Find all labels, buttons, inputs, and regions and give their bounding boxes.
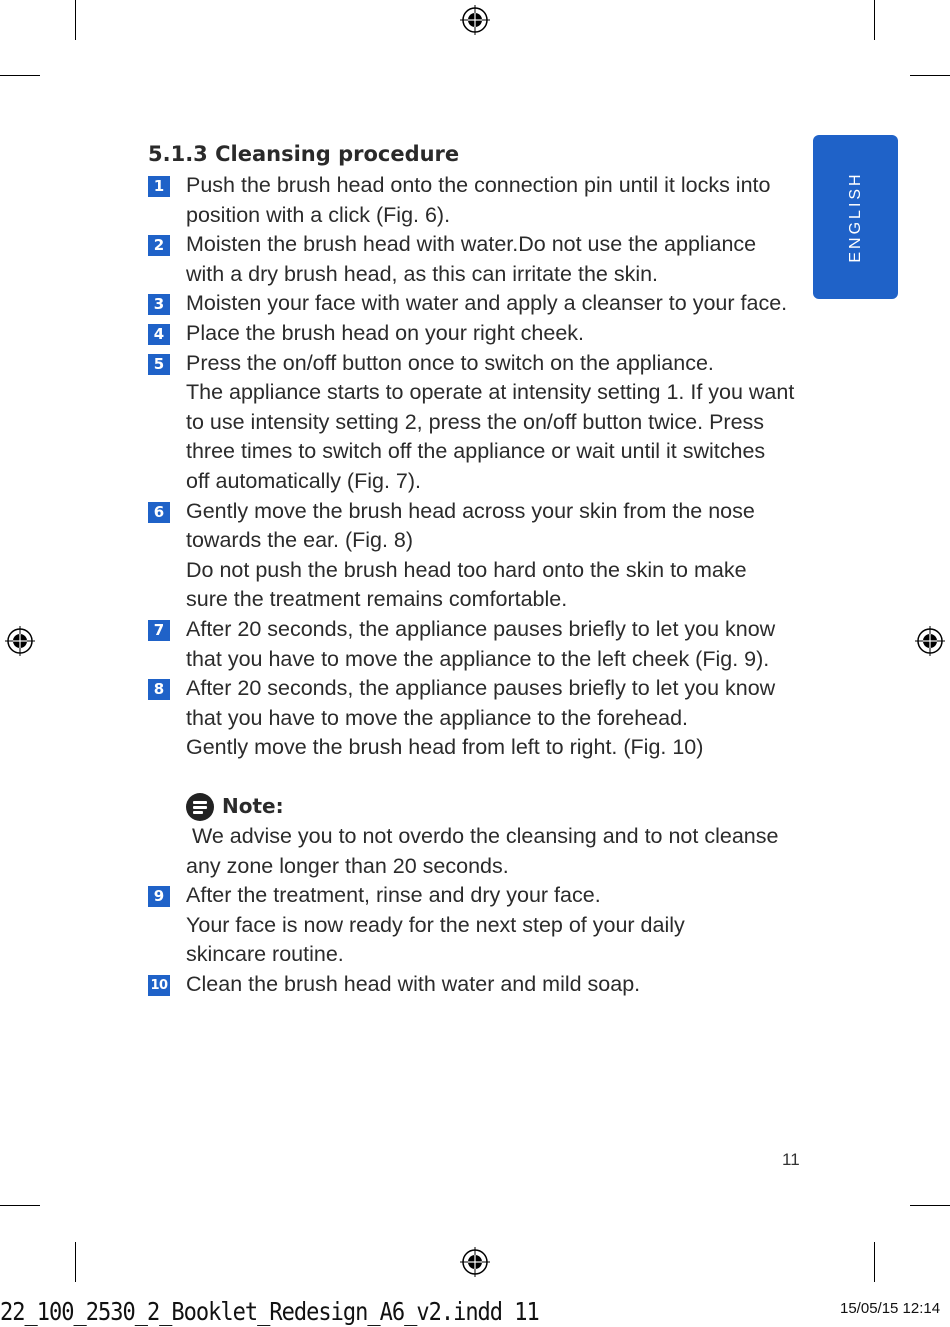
step-text-line: three times to switch off the appliance or wait until it switches [186,439,766,464]
step-item [148,171,808,230]
crop-mark [0,1205,40,1206]
steps-group [148,171,808,763]
note-heading-label: Note: [222,794,284,819]
step-text-line: position with a click (Fig. 6). [186,202,451,227]
registration-mark-icon [915,626,945,656]
step-text-line: After the treatment, rinse and dry your face. [186,883,601,908]
step-text-line: After 20 seconds, the appliance pauses briefly to let you know [186,676,776,701]
step-text-line: Press the on/off button once to switch on the appliance. [186,350,714,375]
note-icon [186,793,214,821]
step-item [148,970,808,1000]
note-line: We advise you to not overdo the cleansing and to not cleanse [186,824,779,849]
procedure-list [148,171,808,1000]
registration-mark-icon [460,5,490,35]
crop-mark [910,1205,950,1206]
step-text-line: off automatically (Fig. 7). [186,468,421,493]
step-text-line: with a dry brush head, as this can irritate the skin. [186,261,659,286]
registration-mark-icon [5,626,35,656]
step-text-line: sure the treatment remains comfortable. [186,587,568,612]
step-number-badge: 1 [148,176,170,197]
crop-mark [0,75,40,76]
step-item [148,674,808,763]
step-number-badge: 5 [148,354,170,375]
step-number-badge: 3 [148,294,170,315]
crop-mark [75,0,76,40]
step-number-badge: 4 [148,324,170,345]
step-item [148,230,808,289]
step-number-badge: 6 [148,502,170,523]
language-tab [813,135,898,299]
step-text-line: towards the ear. (Fig. 8) [186,528,414,553]
file-slug: 22_100_2530_2_Booklet_Redesign_A6_v2.indd 11 [0,1298,539,1327]
step-text-line: Moisten your face with water and apply a cleanser to your face. [186,291,788,316]
step-item [148,497,808,615]
steps-group [148,881,808,999]
step-text-line: Moisten the brush head with water.Do not use the appliance [186,232,757,257]
registration-mark-icon [460,1247,490,1277]
step-item [148,881,808,970]
step-text-line: Gently move the brush head across your skin from the nose [186,498,755,523]
step-number-badge: 9 [148,886,170,907]
step-text-line: Clean the brush head with water and mild soap. [186,972,641,997]
step-text-line: skincare routine. [186,942,344,967]
step-text-line: After 20 seconds, the appliance pauses briefly to let you know [186,616,776,641]
crop-mark [75,1242,76,1282]
step-text-line: to use intensity setting 2, press the on/off button twice. Press [186,409,765,434]
step-number-badge: 8 [148,679,170,700]
note-heading [186,792,808,822]
crop-mark [874,1242,875,1282]
note-block [148,792,808,881]
note-line: any zone longer than 20 seconds. [186,853,509,878]
step-item [148,319,808,349]
step-text-line: that you have to move the appliance to the left cheek (Fig. 9). [186,646,770,671]
section-title: 5.1.3 Cleansing procedure [148,142,460,166]
crop-mark [910,75,950,76]
step-text-line: Push the brush head onto the connection pin until it locks into [186,173,771,197]
step-number-badge: 7 [148,620,170,641]
step-text-line: The appliance starts to operate at intensity setting 1. If you want [186,380,795,405]
crop-mark [874,0,875,40]
step-text-line: Place the brush head on your right cheek. [186,320,585,345]
step-item [148,615,808,674]
date-slug: 15/05/15 12:14 [840,1300,941,1317]
page-number: 11 [782,1150,800,1169]
step-text-line: Your face is now ready for the next step of your daily [186,912,685,937]
step-text-line: that you have to move the appliance to the forehead. [186,705,689,730]
step-number-badge: 10 [148,975,170,996]
step-item [148,289,808,319]
step-text-line: Do not push the brush head too hard onto the skin to make [186,557,747,582]
step-text-line: Gently move the brush head from left to right. (Fig. 10) [186,735,704,760]
step-item [148,349,808,497]
language-tab-label: ENGLISH [846,171,864,263]
step-number-badge: 2 [148,235,170,256]
